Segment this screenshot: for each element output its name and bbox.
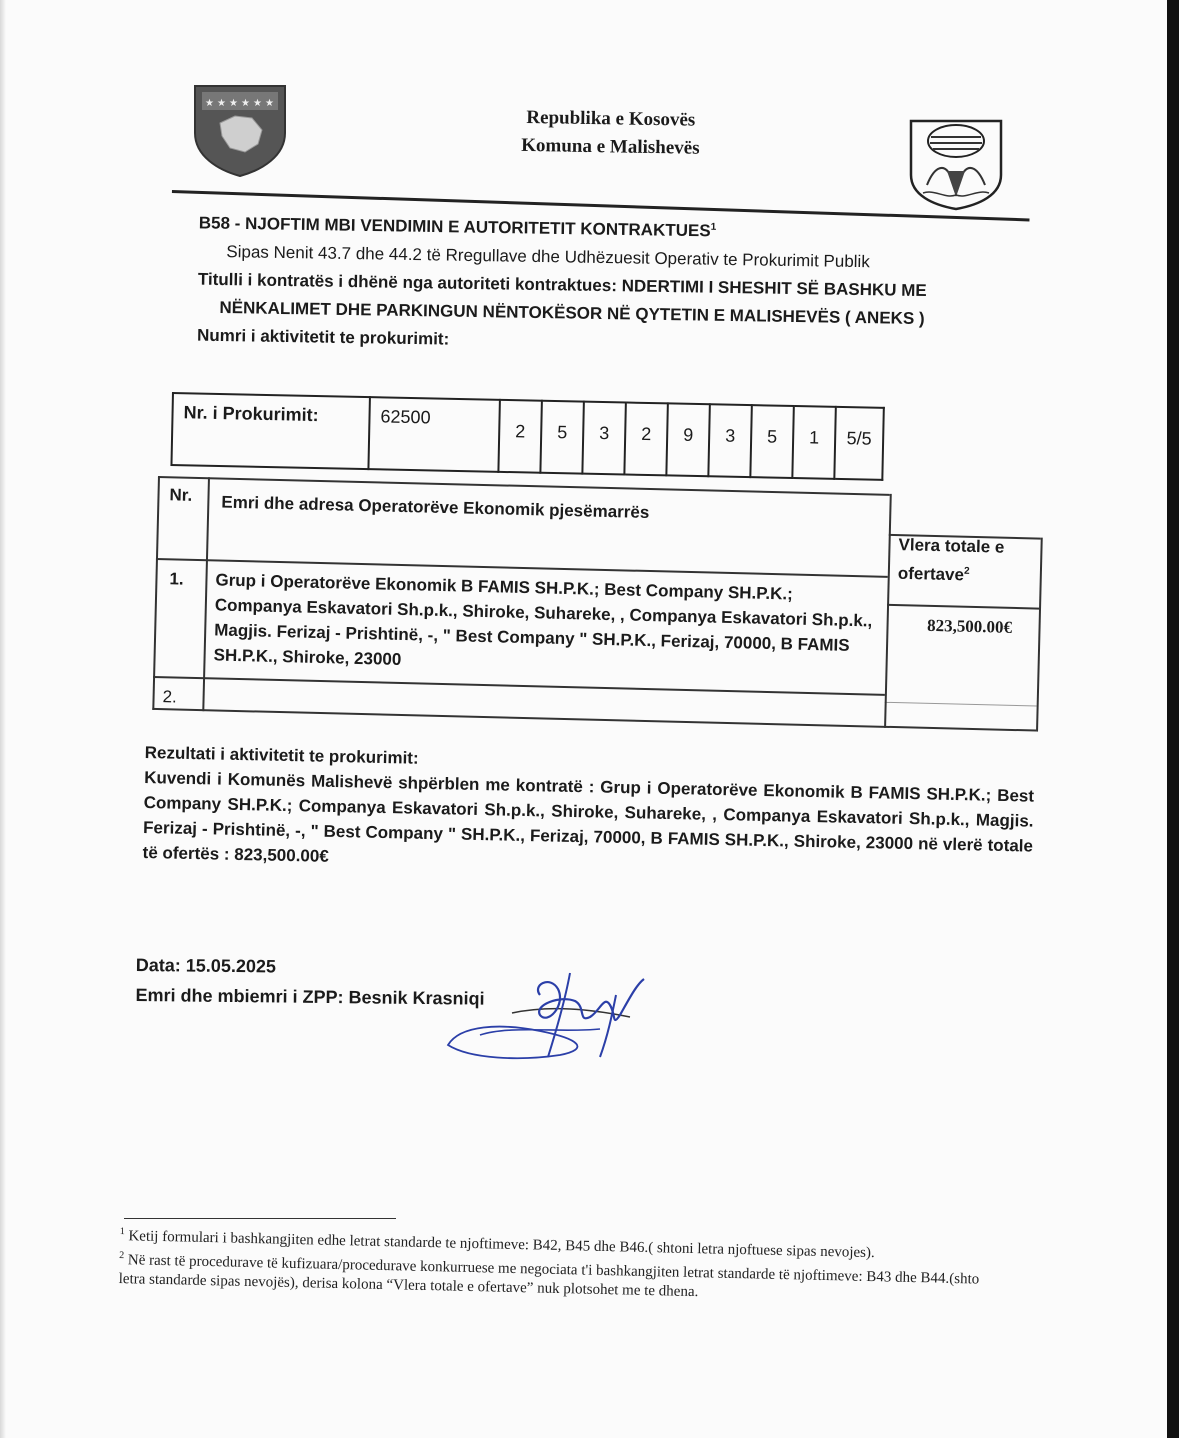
table-border xyxy=(202,477,210,711)
footnote-divider xyxy=(124,1218,396,1219)
contract-title-part1: NDERTIMI I SHESHIT SË BASHKU ME xyxy=(621,275,927,300)
procurement-digit: 3 xyxy=(582,402,625,475)
republic-name: Republika e Kosovës xyxy=(526,107,696,131)
procurement-code: 62500 xyxy=(368,397,499,472)
activity-number-label: Numri i aktivitetit te prokurimit: xyxy=(196,325,450,349)
malisheva-emblem-icon xyxy=(905,115,1007,211)
procurement-digit: 3 xyxy=(708,404,751,477)
table-border xyxy=(152,708,1036,732)
row-2-nr: 2. xyxy=(162,687,178,707)
footnote-2-mark: 2 xyxy=(119,1249,125,1262)
date-line: Data: 15.05.2025 xyxy=(135,954,277,977)
header-operator-name: Emri dhe adresa Operatorëve Ekonomik pjesëmarrës xyxy=(221,492,650,523)
contract-title-part2: NËNKALIMET DHE PARKINGUN NËNTOKËSOR NË QYTETIN E MALISHEVËS ( ANEKS ) xyxy=(219,297,925,328)
operators-table xyxy=(152,476,1038,733)
municipality-name: Komuna e Malishevës xyxy=(521,134,700,159)
footnote-2-text: Në rast të procedurave të kufizuara/procedurave konkurruese me negociata t'i bashkangjiten letrat standarde të njoftimeve: B43 dhe B44.(shto letra standarde sipas nevojës), derisa kolona “Vlera totale e ofertave” nuk plotsohet me te dhena. xyxy=(118,1252,980,1301)
table-border xyxy=(887,604,1039,610)
row-1-operator: Grup i Operatorëve Ekonomik B FAMIS SH.P.K.; Best Company SH.P.K.; Companya Eskavatori Sh.p.k., Shiroke, Suhareke, , Companya Eskavatori Sh.p.k., Magjis. Ferizaj - Prishtinë, -, " Best Company " SH.P.K., Ferizaj, 70000, B FAMIS SH.P.K., Shiroke, 23000 xyxy=(213,570,873,669)
header-total-value xyxy=(898,532,1039,589)
procurement-digit: 9 xyxy=(666,403,709,476)
result-label: Rezultati i aktivitetit te prokurimit: xyxy=(144,742,419,768)
svg-text:★: ★ xyxy=(229,98,238,109)
scan-border-right xyxy=(1167,0,1179,1438)
svg-text:★: ★ xyxy=(253,98,262,109)
svg-text:★: ★ xyxy=(265,98,274,109)
header-total-value-text: Vlera totale e ofertave xyxy=(897,535,1005,585)
procurement-digit: 2 xyxy=(624,403,667,476)
procurement-digit: 5 xyxy=(750,405,793,478)
official-name: Emri dhe mbiemri i ZPP: Besnik Krasniqi xyxy=(135,984,485,1009)
signature-icon xyxy=(440,965,660,1075)
header-nr: Nr. xyxy=(169,485,193,505)
signoff-block xyxy=(135,950,485,1014)
procurement-suffix: 5/5 xyxy=(834,407,883,480)
kosovo-coat-of-arms-icon xyxy=(190,78,290,178)
footnotes xyxy=(118,1222,1009,1309)
contract-title-label: Titulli i kontratës i dhënë nga autoriteti kontraktues: xyxy=(197,269,618,295)
procurement-result xyxy=(142,740,1034,884)
table-border xyxy=(885,702,1037,707)
table-border xyxy=(152,476,160,710)
table-border xyxy=(884,494,892,728)
footnote-mark: 1 xyxy=(710,221,717,233)
legal-basis: Sipas Nenit 43.7 dhe 44.2 të Rregullave dhe Udhëzuesit Operativ te Prokurimit Publik xyxy=(226,241,870,271)
procurement-digit: 5 xyxy=(540,401,583,474)
result-text: Kuvendi i Komunës Malishevë shpërblen me kontratë : Grup i Operatorëve Ekonomik B FAMIS SH.P.K.; Best Company SH.P.K.; Companya Eskavatori Sh.p.k., Shiroke, Suhareke, , Companya Eskavatori Sh.p.k., Magjis. Ferizaj - Prishtinë, -, " Best Company " SH.P.K., Ferizaj, 70000, B FAMIS SH.P.K., Shiroke, 23000 në vlerë totale të ofertës : 823,500.00€ xyxy=(142,767,1035,866)
procurement-digit: 2 xyxy=(498,400,541,473)
issuer-header xyxy=(440,103,781,164)
row-1-nr: 1. xyxy=(169,569,184,589)
footnote-mark: 2 xyxy=(963,565,970,577)
notice-title: B58 - NJOFTIM MBI VENDIMIN E AUTORITETIT KONTRAKTUES xyxy=(198,213,711,241)
procurement-number-label: Nr. i Prokurimit: xyxy=(171,393,369,469)
svg-text:★: ★ xyxy=(205,98,214,109)
procurement-number-table xyxy=(170,392,884,481)
row-1-value: 823,500.00€ xyxy=(926,615,1013,637)
procurement-digit: 1 xyxy=(792,406,835,479)
footnote-1-text: Ketij formulari i bashkangjiten edhe letrat standarde te njoftimeve: B42, B45 dhe B46.( shtoni letra njoftuese sipas nevojes). xyxy=(124,1228,875,1262)
svg-text:★: ★ xyxy=(217,98,226,109)
svg-text:★: ★ xyxy=(241,98,250,109)
footnote-1-mark: 1 xyxy=(119,1225,125,1238)
notice-intro xyxy=(197,206,1079,363)
